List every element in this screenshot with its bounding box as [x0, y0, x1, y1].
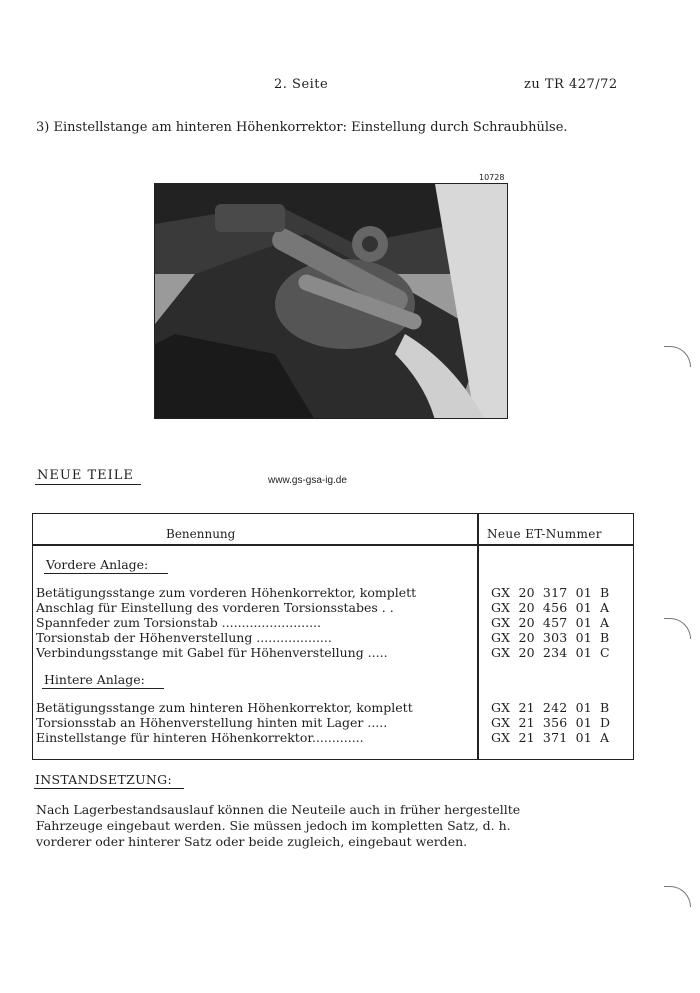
group-title-underline [42, 688, 164, 689]
part-number: GX 21 356 01 D [491, 715, 611, 730]
part-name: Anschlag für Einstellung des vorderen Torsionsstabes . . [36, 600, 394, 615]
paragraph-line: Fahrzeuge eingebaut werden. Sie müssen jedoch im kompletten Satz, d. h. [36, 818, 511, 833]
section-heading: 3) Einstellstange am hinteren Höhenkorrektor: Einstellung durch Schraubhülse. [36, 120, 568, 135]
group-title-rear: Hintere Anlage: [44, 672, 145, 687]
new-parts-title: NEUE TEILE [37, 468, 134, 483]
table-column-divider [477, 513, 479, 760]
photo-number: 10728 [479, 173, 505, 182]
column-header-number: Neue ET-Nummer [487, 527, 602, 541]
part-name: Betätigungsstange zum hinteren Höhenkorrektor, komplett [36, 700, 413, 715]
part-number: GX 20 457 01 A [491, 615, 610, 630]
punch-hole-mark [664, 346, 691, 367]
photo-height-corrector [154, 183, 508, 419]
reference-number: zu TR 427/72 [524, 77, 618, 92]
part-name: Einstellstange für hinteren Höhenkorrektor............. [36, 730, 364, 745]
website-watermark: www.gs-gsa-ig.de [268, 475, 347, 486]
group-title-underline [44, 573, 168, 574]
repair-underline [34, 788, 184, 789]
part-number: GX 20 456 01 A [491, 600, 610, 615]
part-name: Torsionstab der Höhenverstellung ................... [36, 630, 332, 645]
page-label: 2. Seite [274, 77, 329, 92]
paragraph-line: Nach Lagerbestandsauslauf können die Neuteile auch in früher hergestellte [36, 802, 521, 817]
column-header-name: Benennung [166, 527, 236, 541]
punch-hole-mark [664, 618, 691, 639]
repair-title: INSTANDSETZUNG: [35, 772, 172, 787]
group-title-front: Vordere Anlage: [46, 557, 149, 572]
paragraph-line: vorderer oder hinterer Satz oder beide zugleich, eingebaut werden. [36, 834, 468, 849]
part-number: GX 21 371 01 A [491, 730, 610, 745]
new-parts-underline [35, 484, 141, 485]
part-number: GX 20 303 01 B [491, 630, 610, 645]
part-name: Spannfeder zum Torsionstab ......................... [36, 615, 322, 630]
part-number: GX 21 242 01 B [491, 700, 610, 715]
part-name: Betätigungsstange zum vorderen Höhenkorrektor, komplett [36, 585, 417, 600]
part-number: GX 20 317 01 B [491, 585, 610, 600]
part-number: GX 20 234 01 C [491, 645, 610, 660]
part-name: Torsionsstab an Höhenverstellung hinten mit Lager ..... [36, 715, 388, 730]
punch-hole-mark [664, 886, 691, 907]
part-name: Verbindungsstange mit Gabel für Höhenverstellung ..... [36, 645, 388, 660]
table-header-divider [32, 544, 634, 546]
